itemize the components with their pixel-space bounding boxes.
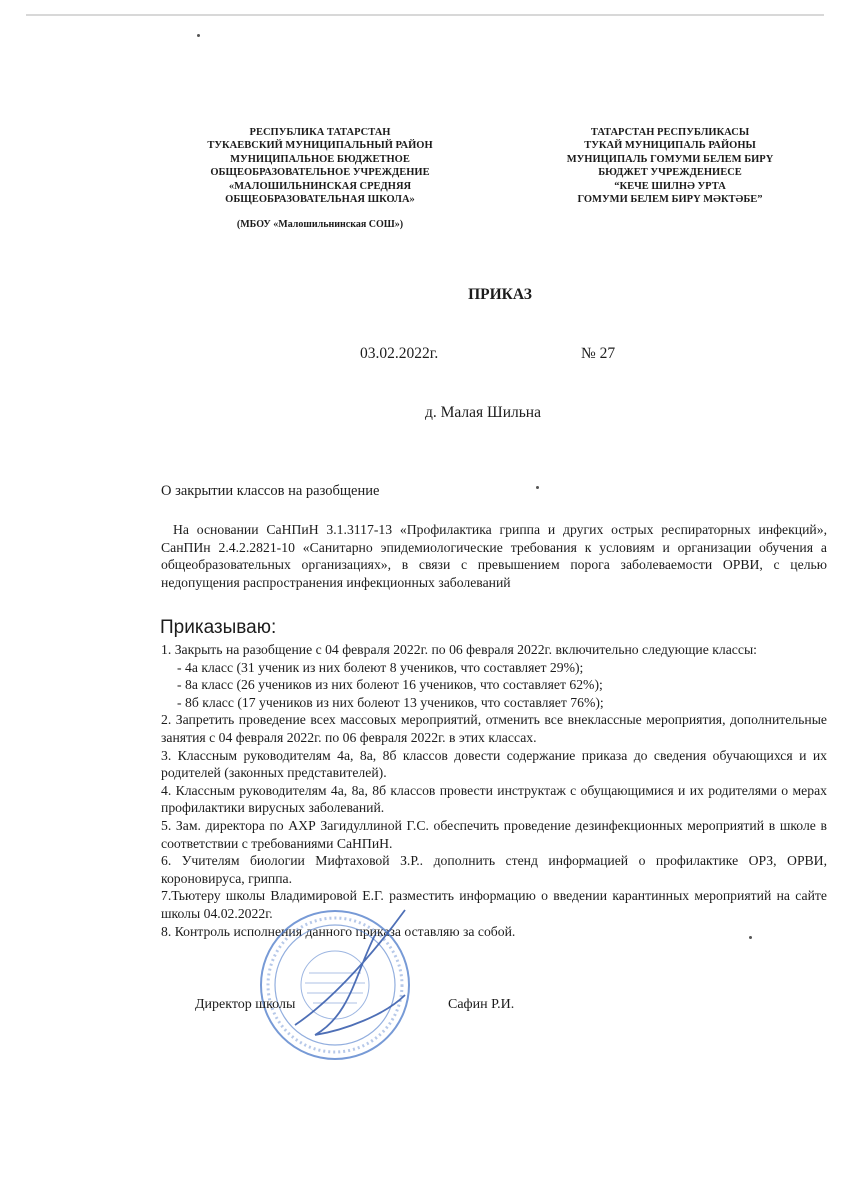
scan-edge: [26, 14, 824, 16]
header-left-line: ТУКАЕВСКИЙ МУНИЦИПАЛЬНЫЙ РАЙОН: [207, 140, 433, 152]
order-heading: Приказываю:: [160, 617, 277, 638]
order-subitem: - 4а класс (31 ученик из них болеют 8 учеников, что составляет 29%);: [177, 659, 584, 675]
order-item: 8. Контроль исполнения данного приказа оставляю за собой.: [161, 923, 516, 939]
order-basis: На основании СаНПиН 3.1.3117-13 «Профилактика гриппа и других острых респираторных инфекций», СанПИн 2.4.2.2821-10 «Санитарно эпидемиологические требования к условиям и организации обучения а общеобразовательных организациях», в связи с превышением порога заболеваемости ОРВИ, с целью недопущения распространения инфекционных заболеваний: [161, 522, 827, 590]
order-item: 3. Классным руководителям 4а, 8а, 8б классов довести содержание приказа до сведения обучающихся и их родителей (законных представителей).: [161, 747, 827, 781]
header-right-line: ТУКАЙ МУНИЦИПАЛЬ РАЙОНЫ: [584, 140, 756, 152]
order-place: д. Малая Шильна: [425, 404, 541, 421]
header-left: [170, 126, 470, 232]
scan-speck: [197, 34, 200, 37]
order-date: 03.02.2022г.: [360, 345, 439, 362]
header-left-line: «МАЛОШИЛЬНИНСКАЯ СРЕДНЯЯ: [228, 180, 412, 192]
order-item: 1. Закрыть на разобщение с 04 февраля 2022г. по 06 февраля 2022г. включительно следующие классы:: [161, 642, 757, 657]
header-right-line: “КЕЧЕ ШИЛНӘ УРТА: [614, 180, 726, 192]
order-item: 5. Зам. директора по АХР Загидуллиной Г.С. обеспечить проведение дезинфекционных мероприятий в школе в соответствии с требованиями СаНПиН.: [161, 817, 827, 851]
order-subitem: - 8б класс (17 учеников из них болеют 13 учеников, что составляет 76%);: [177, 694, 604, 710]
signatory-position: Директор школы: [195, 997, 296, 1012]
scan-speck: [536, 486, 539, 489]
signatory-name: Сафин Р.И.: [448, 997, 515, 1012]
order-item: 4. Классным руководителям 4а, 8а, 8б классов провести инструктаж с обущающимися и их родителями о мерах профилактики вирусных заболеваний.: [161, 782, 827, 816]
school-seal-stamp: [255, 905, 415, 1065]
header-right-line: ТАТАРСТАН РЕСПУБЛИКАСЫ: [590, 127, 750, 138]
header-right: [520, 126, 820, 206]
header-right-line: БЮДЖЕТ УЧРЕЖДЕНИЕСЕ: [598, 167, 742, 179]
header-left-line: РЕСПУБЛИКА ТАТАРСТАН: [249, 127, 391, 138]
order-subject: О закрытии классов на разобщение: [161, 483, 380, 499]
document-title: ПРИКАЗ: [468, 286, 532, 303]
header-left-line: МУНИЦИПАЛЬНОЕ БЮДЖЕТНОЕ: [230, 153, 410, 165]
header-right-line: МУНИЦИПАЛЬ ГОМУМИ БЕЛЕМ БИРҮ: [566, 153, 774, 165]
order-items: [161, 641, 827, 940]
school-abbreviation: (МБОУ «Малошильнинская СОШ»): [236, 219, 404, 231]
order-number: № 27: [581, 345, 616, 362]
order-subitem: - 8а класс (26 учеников из них болеют 16 учеников, что составляет 62%);: [177, 677, 603, 693]
header-left-line: ОБЩЕОБРАЗОВАТЕЛЬНОЕ УЧРЕЖДЕНИЕ: [210, 167, 430, 179]
order-item: 2. Запретить проведение всех массовых мероприятий, отменить все внеклассные мероприятия, дополнительные занятия с 04 февраля 2022г. по 06 февраля 2022г. в этих классах.: [161, 712, 827, 745]
order-item: 6. Учителям биологии Мифтаховой З.Р.. дополнить стенд информацией о профилактике ОРЗ, ОРВИ, короновируса, гриппа.: [161, 853, 827, 886]
order-item: 7.Тьютеру школы Владимировой Е.Г. разместить информацию о введении карантинных мероприятий на сайте школы 04.02.2022г.: [161, 888, 827, 921]
header-right-line: ГОМУМИ БЕЛЕМ БИРҮ МӘКТӘБЕ”: [577, 194, 763, 206]
header-left-line: ОБЩЕОБРАЗОВАТЕЛЬНАЯ ШКОЛА»: [225, 194, 415, 206]
